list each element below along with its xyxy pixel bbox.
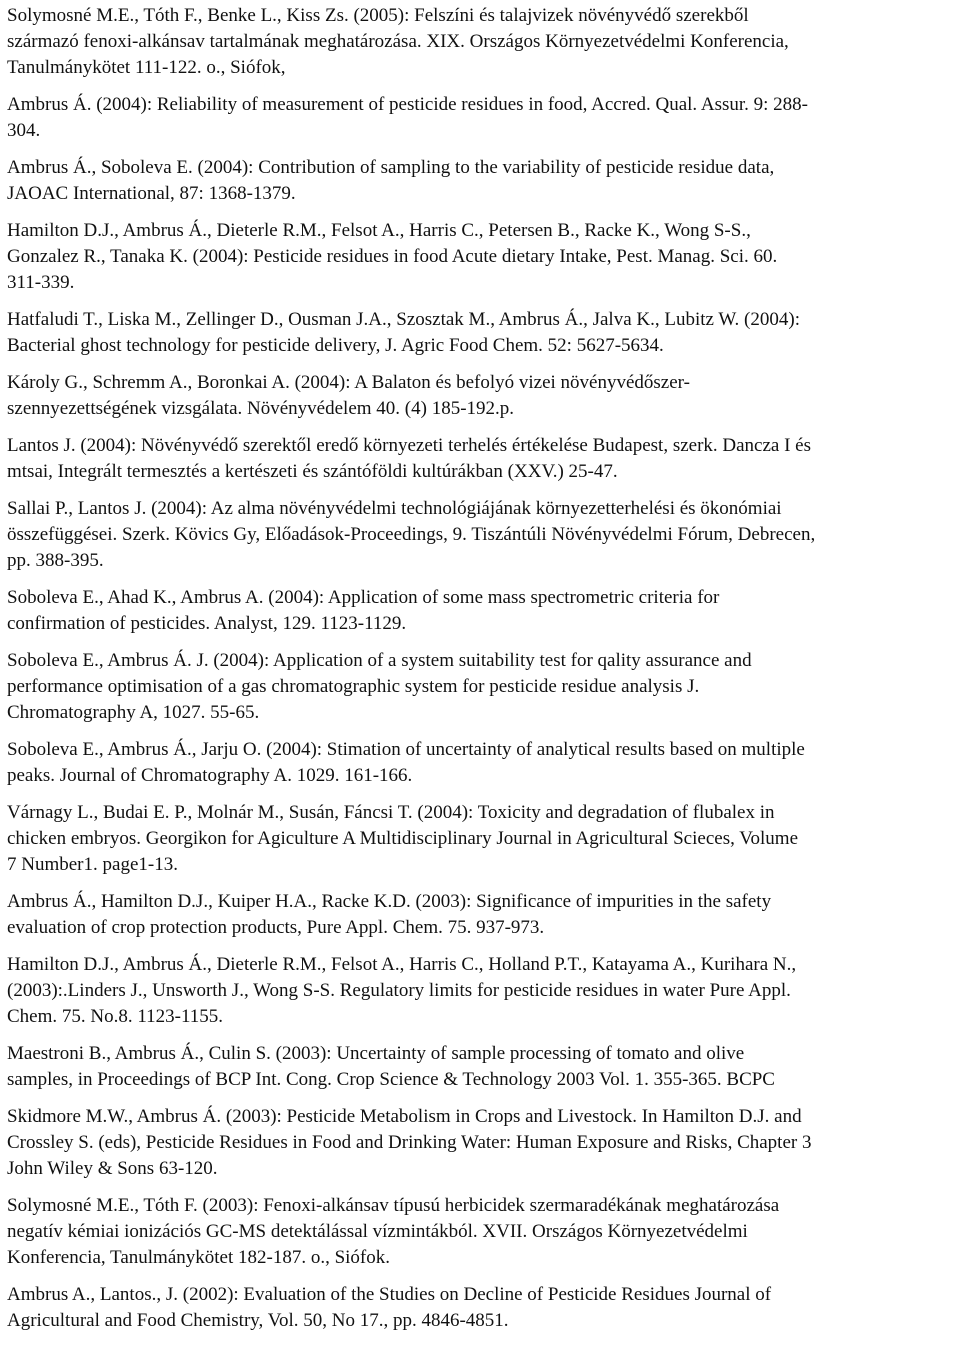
reference-line: Károly G., Schremm A., Boronkai A. (2004): A Balaton és befolyó vizei növényvédőszer-	[7, 372, 690, 393]
reference-line: Konferencia, Tanulmánykötet 182-187. o., Siófok.	[7, 1247, 390, 1268]
reference-entry	[7, 737, 955, 789]
reference-line: samples, in Proceedings of BCP Int. Cong. Crop Science & Technology 2003 Vol. 1. 355-365. BCPC	[7, 1069, 775, 1090]
reference-line: evaluation of crop protection products, Pure Appl. Chem. 75. 937-973.	[7, 917, 545, 938]
reference-line: JAOAC International, 87: 1368-1379.	[7, 183, 296, 204]
reference-entry	[7, 3, 955, 81]
reference-line: performance optimisation of a gas chromatographic system for pesticide residue analysis J.	[7, 676, 700, 697]
reference-line: 311-339.	[7, 272, 75, 293]
reference-list	[7, 3, 955, 1345]
reference-entry	[7, 585, 955, 637]
reference-entry	[7, 952, 955, 1030]
reference-line: Bacterial ghost technology for pesticide delivery, J. Agric Food Chem. 52: 5627-5634.	[7, 335, 664, 356]
reference-line: Ambrus A., Lantos., J. (2002): Evaluation of the Studies on Decline of Pesticide Residues Journal of	[7, 1284, 772, 1305]
reference-line: Ambrus Á., Hamilton D.J., Kuiper H.A., Racke K.D. (2003): Significance of impurities in the safety	[7, 891, 772, 912]
reference-line: confirmation of pesticides. Analyst, 129. 1123-1129.	[7, 613, 407, 634]
reference-line: Chem. 75. No.8. 1123-1155.	[7, 1006, 224, 1027]
reference-entry	[7, 155, 955, 207]
reference-line: Sallai P., Lantos J. (2004): Az alma növényvédelmi technológiájának környezetterhelési és ökonómiai	[7, 498, 782, 519]
reference-entry	[7, 218, 955, 296]
reference-line: Soboleva E., Ambrus Á., Jarju O. (2004): Stimation of uncertainty of analytical results based on multiple	[7, 739, 805, 760]
reference-entry	[7, 370, 955, 422]
reference-entry	[7, 1041, 955, 1093]
reference-line: Agricultural and Food Chemistry, Vol. 50, No 17., pp. 4846-4851.	[7, 1310, 509, 1331]
reference-line: 7 Number1. page1-13.	[7, 854, 178, 875]
reference-line: Lantos J. (2004): Növényvédő szerektől eredő környezeti terhelés értékelése Budapest, szerk. Dancza I és	[7, 435, 812, 456]
reference-entry	[7, 92, 955, 144]
reference-line: szennyezettségének vizsgálata. Növényvédelem 40. (4) 185-192.p.	[7, 398, 515, 419]
reference-line: Ambrus Á. (2004): Reliability of measurement of pesticide residues in food, Accred. Qual. Assur. 9: 288-	[7, 94, 809, 115]
reference-line: Chromatography A, 1027. 55-65.	[7, 702, 260, 723]
reference-line: Hamilton D.J., Ambrus Á., Dieterle R.M., Felsot A., Harris C., Holland P.T., Katayama A., Kurihara N.,	[7, 954, 797, 975]
reference-line: Skidmore M.W., Ambrus Á. (2003): Pesticide Metabolism in Crops and Livestock. In Hamilton D.J. and	[7, 1106, 802, 1127]
reference-entry	[7, 496, 955, 574]
reference-line: Solymosné M.E., Tóth F., Benke L., Kiss Zs. (2005): Felszíni és talajvizek növényvédő szerekből	[7, 5, 749, 26]
reference-line: Várnagy L., Budai E. P., Molnár M., Susán, Fáncsi T. (2004): Toxicity and degradation of flubalex in	[7, 802, 775, 823]
reference-line: John Wiley & Sons 63-120.	[7, 1158, 218, 1179]
reference-line: pp. 388-395.	[7, 550, 104, 571]
reference-line: Hatfaludi T., Liska M., Zellinger D., Ousman J.A., Szosztak M., Ambrus Á., Jalva K., Lubitz W. (2004):	[7, 309, 800, 330]
reference-entry	[7, 307, 955, 359]
reference-line: származó fenoxi-alkánsav tartalmának meghatározása. XIX. Országos Környezetvédelmi Konferencia,	[7, 31, 789, 52]
reference-line: Hamilton D.J., Ambrus Á., Dieterle R.M., Felsot A., Harris C., Petersen B., Racke K., Wong S-S.,	[7, 220, 751, 241]
reference-entry	[7, 1104, 955, 1182]
reference-line: negatív kémiai ionizációs GC-MS detektálással vízmintákból. XVII. Országos Környezetvédelmi	[7, 1221, 748, 1242]
reference-line: chicken embryos. Georgikon for Agiculture A Multidisciplinary Journal in Agricultural Scieces, Volume	[7, 828, 799, 849]
reference-line: Soboleva E., Ahad K., Ambrus A. (2004): Application of some mass spectrometric criteria for	[7, 587, 720, 608]
reference-entry	[7, 889, 955, 941]
reference-line: összefüggései. Szerk. Kövics Gy, Előadások-Proceedings, 9. Tiszántúli Növényvédelmi Fórum, Debrecen,	[7, 524, 816, 545]
reference-entry	[7, 1282, 955, 1334]
reference-line: Maestroni B., Ambrus Á., Culin S. (2003): Uncertainty of sample processing of tomato and olive	[7, 1043, 745, 1064]
reference-line: 304.	[7, 120, 41, 141]
reference-line: Gonzalez R., Tanaka K. (2004): Pesticide residues in food Acute dietary Intake, Pest. Manag. Sci. 60.	[7, 246, 778, 267]
reference-entry	[7, 800, 955, 878]
reference-line: Crossley S. (eds), Pesticide Residues in Food and Drinking Water: Human Exposure and Risks, Chapter 3	[7, 1132, 812, 1153]
reference-entry	[7, 433, 955, 485]
reference-line: Ambrus Á., Soboleva E. (2004): Contribution of sampling to the variability of pesticide residue data,	[7, 157, 775, 178]
reference-line: (2003):.Linders J., Unsworth J., Wong S-S. Regulatory limits for pesticide residues in water Pure Appl.	[7, 980, 791, 1001]
reference-entry	[7, 1193, 955, 1271]
reference-line: Solymosné M.E., Tóth F. (2003): Fenoxi-alkánsav típusú herbicidek szermaradékának meghatározása	[7, 1195, 780, 1216]
reference-entry	[7, 648, 955, 726]
reference-line: mtsai, Integrált termesztés a kertészeti és szántóföldi kultúrákban (XXV.) 25-47.	[7, 461, 618, 482]
reference-line: peaks. Journal of Chromatography A. 1029. 161-166.	[7, 765, 413, 786]
reference-line: Tanulmánykötet 111-122. o., Siófok,	[7, 57, 286, 78]
reference-line: Soboleva E., Ambrus Á. J. (2004): Application of a system suitability test for qality assurance and	[7, 650, 752, 671]
